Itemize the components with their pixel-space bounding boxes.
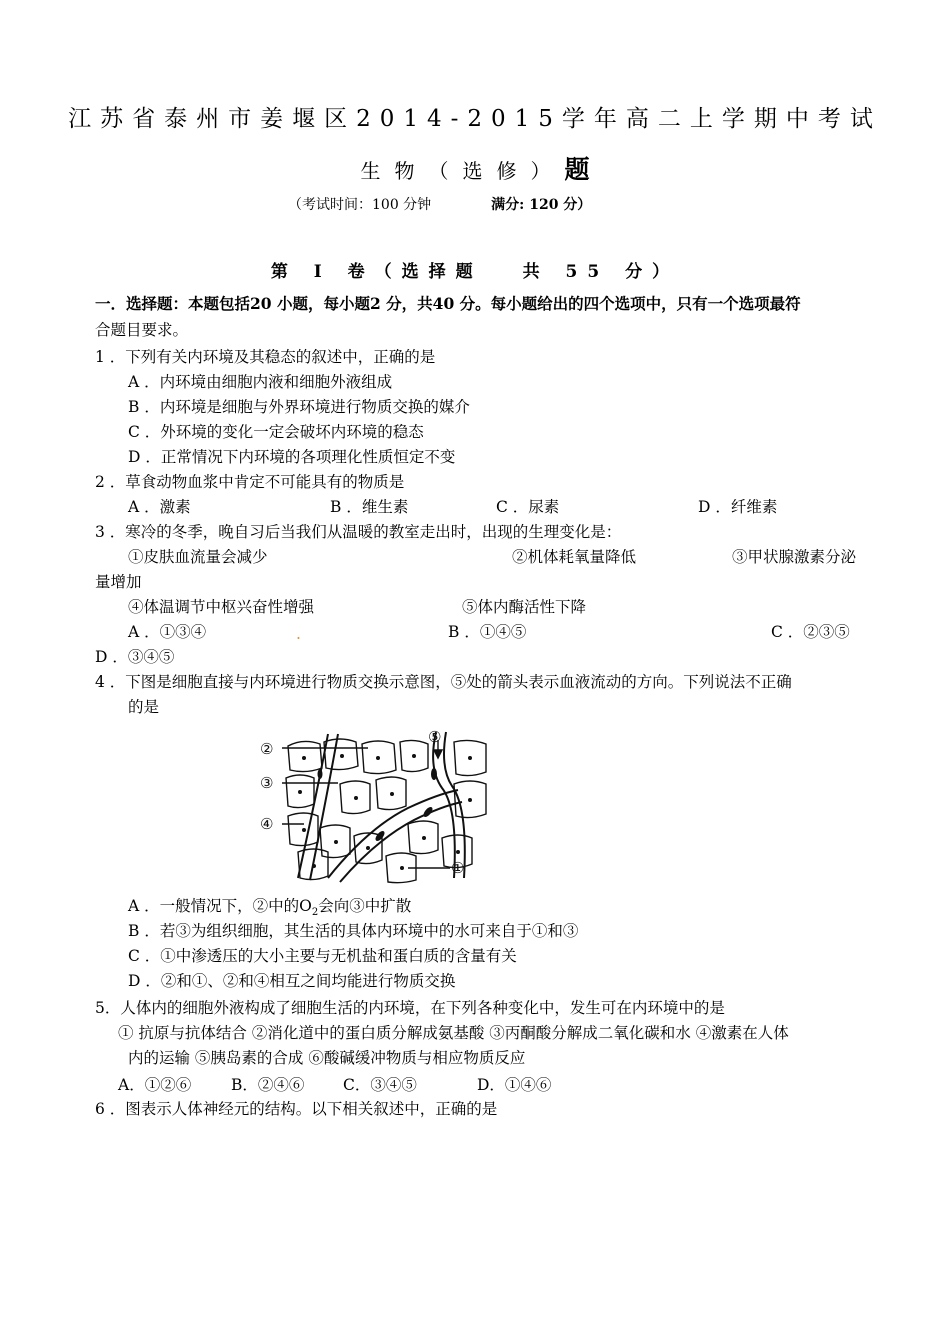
q5-option-d: D．①④⑥ [477, 1076, 552, 1094]
subtitle-big: 题 [564, 155, 590, 184]
q5-option-a: A．①②⑥ [118, 1076, 192, 1094]
q2-option-d: D ．纤维素 [698, 498, 778, 516]
q3-item-1: ①皮肤血流量会减少 [128, 548, 268, 566]
q5-stem: 5．人体内的细胞外液构成了细胞生活的内环境，在下列各种变化中，发生可在内环境中的是 [95, 999, 725, 1017]
q1-option-d: D ．正常情况下内环境的各项理化性质恒定不变 [128, 448, 456, 466]
q3-item-5: ⑤体内酶活性下降 [462, 598, 587, 616]
exam-title: 江苏省泰州市姜堰区2014-2015学年高二上学期中考试 [68, 106, 882, 132]
q1-option-b: B ．内环境是细胞与外界环境进行物质交换的媒介 [128, 398, 470, 416]
q4-option-a-post: 会向③中扩散 [318, 897, 412, 915]
q3-item-2: ②机体耗氧量降低 [512, 548, 637, 566]
q3-option-c: C ．②③⑤ [771, 623, 850, 641]
q3-option-d: D ．③④⑤ [95, 648, 175, 666]
q5-items-line-1: ① 抗原与抗体结合 ②消化道中的蛋白质分解成氨基酸 ③丙酮酸分解成二氧化碳和水 ④激素在人体 [118, 1024, 789, 1042]
q4-option-d: D ．②和①、②和④相互之间均能进行物质交换 [128, 972, 456, 990]
q4-option-a-pre: A ．一般情况下，②中的O [128, 897, 312, 915]
diagram-label-4: ④ [260, 815, 274, 833]
q3-item-3: ③甲状腺激素分泌 [732, 548, 857, 566]
instruction-line-1 [95, 291, 801, 317]
q6-stem: 6 ．图表示人体神经元的结构。以下相关叙述中，正确的是 [95, 1100, 498, 1118]
q1-option-c: C ．外环境的变化一定会破坏内环境的稳态 [128, 423, 424, 441]
instruction-rest: 本题包括20 小题，每小题2 分，共40 分。每小题给出的四个选项中，只有一个选项最符 [188, 294, 801, 313]
q3-stem: 3 ．寒冷的冬季，晚自习后当我们从温暖的教室走出时，出现的生理变化是： [95, 523, 622, 541]
q2-option-b: B ．维生素 [330, 498, 409, 516]
exam-meta [288, 194, 591, 214]
q5-option-c: C．③④⑤ [343, 1076, 417, 1094]
q2-stem: 2 ．草食动物血浆中肯定不可能具有的物质是 [95, 473, 405, 491]
section-heading-main: 第 I 卷（选择题 [270, 262, 483, 282]
cell-exchange-diagram [258, 728, 488, 886]
q2-option-a: A ．激素 [128, 498, 191, 516]
subtitle-prefix: 生物（选修） [360, 159, 565, 183]
q5-items-line-2: 内的运输 ⑤胰岛素的合成 ⑥酸碱缓冲物质与相应物质反应 [128, 1049, 526, 1067]
instruction-bold: 一．选择题： [95, 294, 189, 313]
q4-option-b: B ．若③为组织细胞，其生活的具体内环境中的水可来自于①和③ [128, 922, 579, 940]
section-heading-tail: 共 55 分） [522, 262, 680, 282]
q3-item-3-cont: 量增加 [95, 573, 142, 591]
exam-score: 满分: 120 分） [491, 197, 592, 213]
q4-stem: 4 ．下图是细胞直接与内环境进行物质交换示意图，⑤处的箭头表示血液流动的方向。下列说法不正确 [95, 673, 792, 691]
instruction-line-2: 合题目要求。 [95, 321, 189, 339]
q3-option-a: A ．①③④ [128, 623, 207, 641]
q4-option-c: C ．①中渗透压的大小主要与无机盐和蛋白质的含量有关 [128, 947, 517, 965]
q1-stem: 1 ．下列有关内环境及其稳态的叙述中，正确的是 [95, 348, 436, 366]
q5-option-b: B．②④⑥ [231, 1076, 305, 1094]
q3-item-4: ④体温调节中枢兴奋性增强 [128, 598, 315, 616]
q4-stem-cont: 的是 [128, 698, 160, 716]
q1-option-a: A ．内环境由细胞内液和细胞外液组成 [128, 373, 393, 391]
stray-dot: . [296, 625, 301, 643]
exam-time: （考试时间：100 分钟 [288, 197, 432, 213]
section-heading [0, 257, 950, 282]
exam-subtitle [0, 150, 950, 186]
diagram-label-5: ⑤ [428, 728, 442, 746]
diagram-label-1: ① [451, 859, 465, 877]
q2-option-c: C ．尿素 [496, 498, 560, 516]
q4-option-a-sub: 2 [311, 907, 319, 919]
q3-option-b: B ．①④⑤ [448, 623, 527, 641]
diagram-label-3: ③ [260, 774, 274, 792]
diagram-label-2: ② [260, 740, 274, 758]
